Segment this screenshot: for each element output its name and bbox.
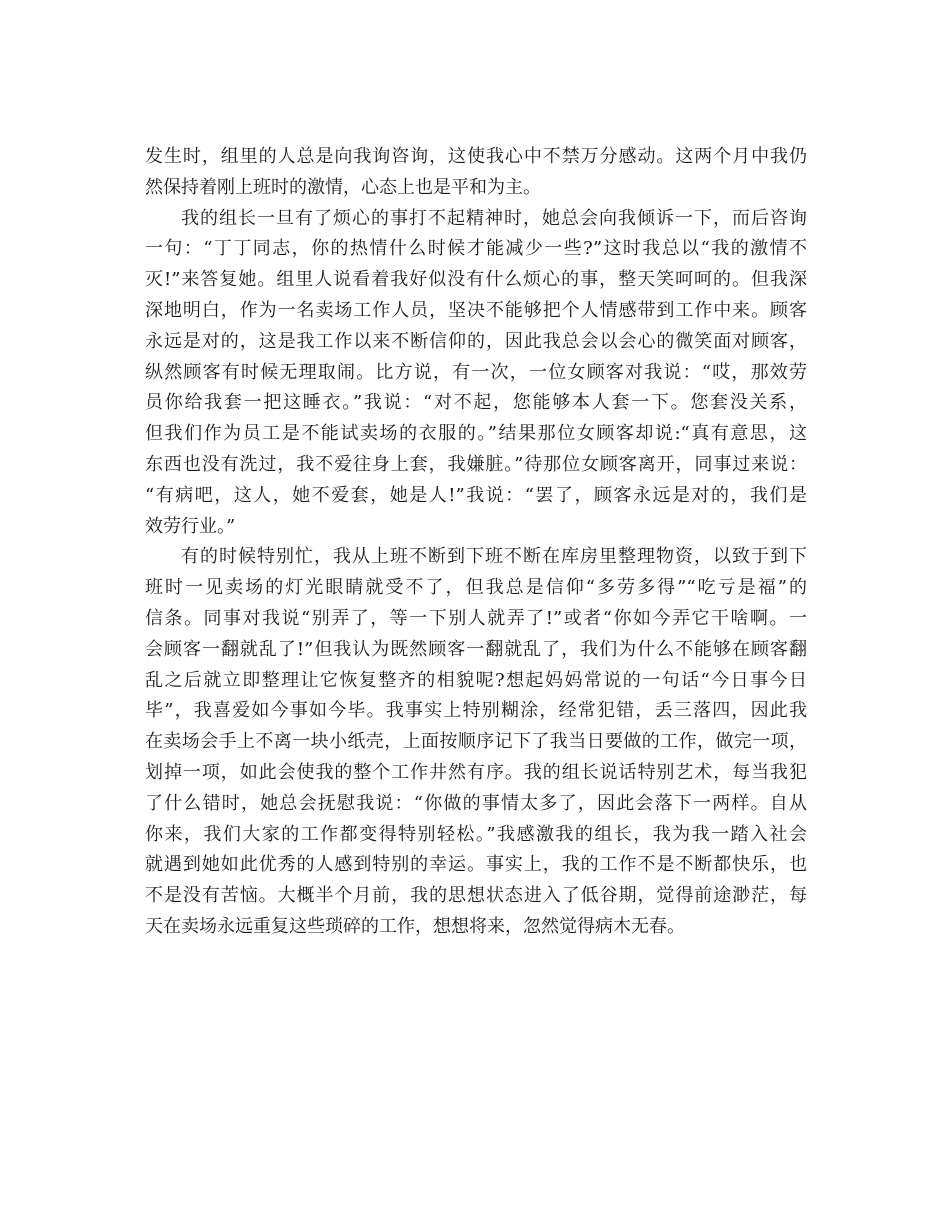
text-line: 灭!”来答复她。组里人说看着我好似没有什么烦心的事，整天笑呵呵的。但我深	[145, 269, 807, 291]
text-line: 纵然顾客有时候无理取闹。比方说，有一次，一位女顾客对我说：“哎，那效劳	[145, 361, 807, 383]
text-line: 一句：“丁丁同志，你的热情什么时候才能减少一些?”这时我总以“我的激情不	[145, 238, 807, 260]
text-line: “有病吧，这人，她不爱套，她是人!”我说：“罢了，顾客永远是对的，我们是	[145, 484, 807, 506]
text-line: 然保持着刚上班时的激情，心态上也是平和为主。	[145, 176, 541, 198]
text-line: 效劳行业。”	[145, 515, 236, 537]
text-line: 乱之后就立即整理让它恢复整齐的相貌呢?想起妈妈常说的一句话“今日事今日	[145, 669, 807, 691]
text-line: 员你给我套一把这睡衣。”我说：“对不起，您能够本人套一下。您套没关系，	[145, 392, 807, 414]
text-line: 会顾客一翻就乱了!”但我认为既然顾客一翻就乱了，我们为什么不能够在顾客翻	[145, 638, 807, 660]
text-line: 班时一见卖场的灯光眼睛就受不了，但我总是信仰“多劳多得”“吃亏是福”的	[145, 577, 807, 599]
text-line: 东西也没有洗过，我不爱往身上套，我嫌脏。”待那位女顾客离开，同事过来说：	[145, 453, 807, 475]
text-line: 我的组长一旦有了烦心的事打不起精神时，她总会向我倾诉一下，而后咨询	[181, 207, 807, 229]
text-line: 但我们作为员工是不能试卖场的衣服的。”结果那位女顾客却说:“真有意思，这	[145, 423, 807, 445]
text-line: 有的时候特别忙，我从上班不断到下班不断在库房里整理物资，以致于到下	[181, 546, 807, 568]
text-line: 你来，我们大家的工作都变得特别轻松。”我感激我的组长，我为我一踏入社会	[145, 823, 807, 845]
text-line: 毕”，我喜爱如今事如今毕。我事实上特别糊涂，经常犯错，丢三落四，因此我	[145, 700, 807, 722]
text-line: 信条。同事对我说“别弄了，等一下别人就弄了!”或者“你如今弄它干啥啊。一	[145, 607, 807, 629]
text-line: 了什么错时，她总会抚慰我说：“你做的事情太多了，因此会落下一两样。自从	[145, 792, 807, 814]
text-line: 划掉一项，如此会使我的整个工作井然有序。我的组长说话特别艺术，每当我犯	[145, 761, 807, 783]
text-line: 发生时，组里的人总是向我询咨询，这使我心中不禁万分感动。这两个月中我仍	[145, 146, 807, 167]
text-line: 在卖场会手上不离一块小纸壳，上面按顺序记下了我当日要做的工作，做完一项，	[145, 731, 807, 753]
text-line: 不是没有苦恼。大概半个月前，我的思想状态进入了低谷期，觉得前途渺茫，每	[145, 885, 807, 907]
text-line: 天在卖场永远重复这些琐碎的工作，想想将来，忽然觉得病木无春。	[145, 915, 685, 937]
text-line: 就遇到她如此优秀的人感到特别的幸运。事实上，我的工作不是不断都快乐，也	[145, 854, 807, 876]
text-line: 深地明白，作为一名卖场工作人员，坚决不能够把个人情感带到工作中来。顾客	[145, 299, 807, 321]
text-line: 永远是对的，这是我工作以来不断信仰的，因此我总会以会心的微笑面对顾客，	[145, 330, 807, 352]
body-text	[145, 142, 807, 943]
